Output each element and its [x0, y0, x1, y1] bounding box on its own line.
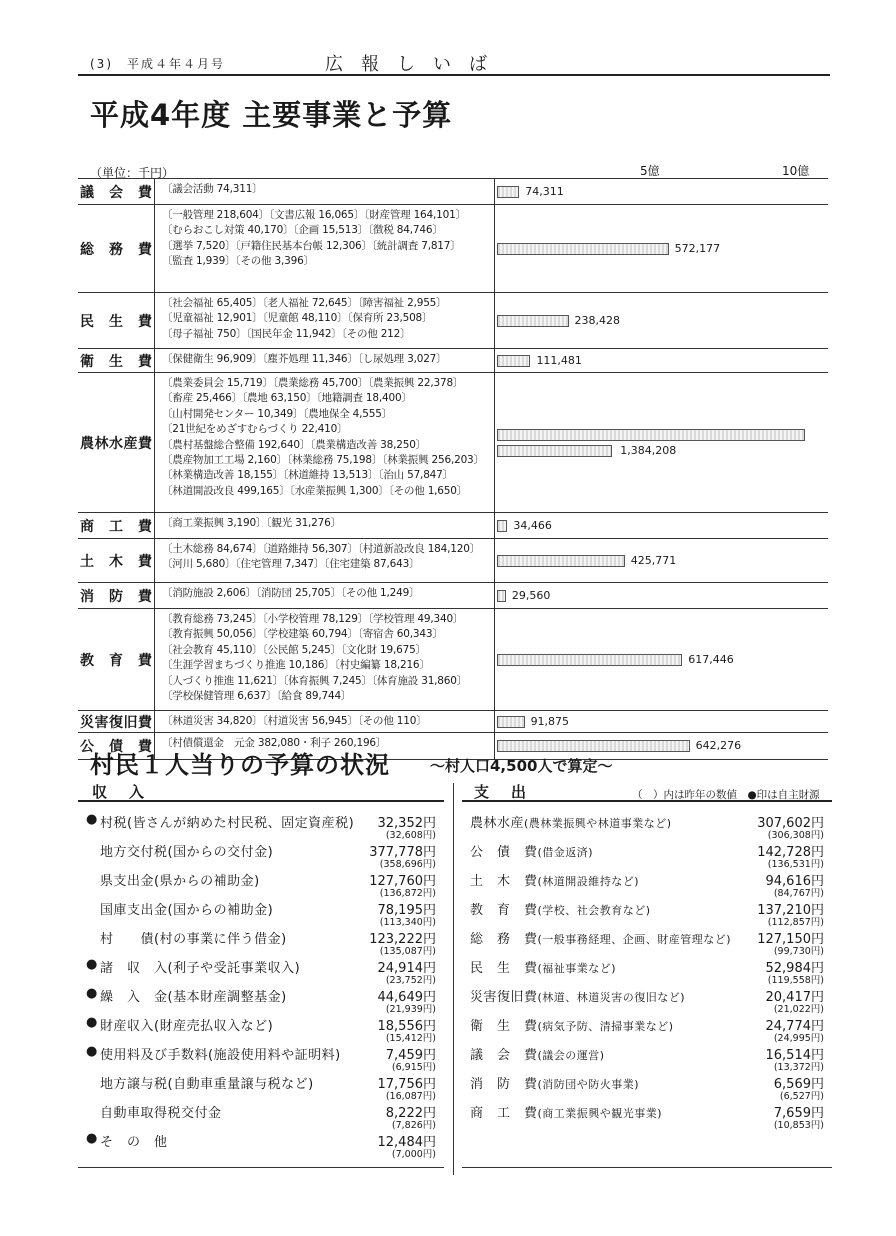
budget-category-label: 公債費	[80, 739, 152, 755]
budget-category-name	[78, 179, 155, 205]
expenditure-item-name	[470, 928, 731, 947]
revenue-item-value: 123,222円	[369, 932, 436, 947]
budget-row	[78, 710, 828, 733]
expenditure-item-value: 127,150円	[757, 932, 824, 947]
revenue-item-name: 自動車取得税交付金	[100, 1106, 222, 1121]
breakdown-line: 〔教育総務 73,245〕〔小学校管理 78,129〕〔学校管理 49,340〕	[162, 613, 464, 625]
expenditure-item-prev-year: (84,767円)	[773, 888, 824, 899]
budget-category-name	[78, 711, 155, 733]
budget-bar-overflow	[497, 445, 612, 457]
expenditure-item-prev-year: (119,558円)	[767, 975, 824, 986]
revenue-item-prev-year: (23,752円)	[385, 975, 436, 986]
breakdown-line: 〔農業委員会 15,719〕〔農業総務 45,700〕〔農業振興 22,378〕	[162, 377, 464, 389]
expenditure-item-desc: (病気予防、清掃事業など)	[537, 1020, 674, 1033]
breakdown-line: 〔土木総務 84,674〕〔道路維持 56,307〕〔村道新設改良 184,120〕	[162, 543, 481, 555]
budget-category-label: 総務費	[80, 242, 152, 258]
expenditure-item-desc: (福祉事業など)	[537, 962, 617, 975]
revenue-item-name: 地方譲与税(自動車重量譲与税など)	[100, 1077, 314, 1092]
revenue-item-value: 78,195円	[377, 903, 436, 918]
budget-bar-cell	[494, 711, 829, 733]
expenditure-item-label: 衛 生 費	[470, 1019, 538, 1034]
revenue-item-value: 17,756円	[377, 1077, 436, 1092]
expenditure-heading: 支出	[474, 783, 549, 801]
revenue-item-prev-year: (15,412円)	[385, 1033, 436, 1044]
budget-bar	[497, 716, 525, 728]
revenue-item-name: 使用料及び手数料(施設使用料や証明料)	[100, 1048, 341, 1063]
header-rule	[78, 74, 830, 76]
budget-category-label: 災害復旧費	[80, 715, 152, 731]
budget-bar	[497, 555, 625, 567]
revenue-item-prev-year: (358,696円)	[379, 859, 436, 870]
budget-category-label: 教育費	[80, 653, 152, 669]
expenditure-item-prev-year: (306,308円)	[767, 830, 824, 841]
own-source-bullet: ●	[86, 986, 98, 1001]
breakdown-line: 〔消防施設 2,606〕〔消防団 25,705〕〔その他 1,249〕	[162, 587, 420, 599]
breakdown-line: 〔生涯学習まちづくり推進 10,186〕〔村史編纂 18,216〕	[162, 659, 430, 672]
breakdown-line: 〔母子福祉 750〕〔国民年金 11,942〕〔その他 212〕	[162, 327, 411, 340]
expenditure-item-value: 142,728円	[757, 845, 824, 860]
budget-row	[78, 608, 828, 711]
expenditure-item-label: 農林水産	[470, 816, 525, 831]
breakdown-line: 〔農村基盤総合整備 192,640〕〔農業構造改善 38,250〕	[162, 438, 426, 451]
revenue-item-prev-year: (32,608円)	[385, 830, 436, 841]
budget-row	[78, 372, 828, 513]
expenditure-item-value: 7,659円	[773, 1106, 824, 1121]
expenditure-item-label: 総 務 費	[470, 932, 538, 947]
expenditure-item-value: 24,774円	[765, 1019, 824, 1034]
budget-bar	[497, 590, 506, 602]
per-capita-title: 村民１人当りの予算の状況	[90, 751, 390, 779]
budget-bar	[497, 429, 805, 441]
budget-breakdown	[162, 586, 482, 601]
newsletter-name: 広報しいば	[325, 54, 505, 75]
expenditure-item-name	[470, 1015, 674, 1034]
expenditure-item-name	[470, 870, 639, 889]
expenditure-item-prev-year: (99,730円)	[773, 946, 824, 957]
revenue-item-name: 村税(皆さんが納めた村民税、固定資産税)	[100, 816, 355, 831]
revenue-item-value: 377,778円	[369, 845, 436, 860]
budget-category-name	[78, 293, 155, 349]
revenue-item-name: 地方交付税(国からの交付金)	[100, 845, 274, 860]
breakdown-line: 〔林道開設改良 499,165〕〔水産業振興 1,300〕〔その他 1,650〕	[162, 484, 468, 497]
budget-bar-cell	[494, 349, 829, 373]
breakdown-line: 〔選挙 7,520〕〔戸籍住民基本台帳 12,306〕〔統計調査 7,817〕	[162, 239, 461, 252]
budget-bar	[497, 315, 569, 327]
breakdown-line: 〔議会活動 74,311〕	[162, 183, 263, 195]
expenditure-item	[470, 1102, 824, 1136]
expenditure-item-value: 94,616円	[765, 874, 824, 889]
budget-bar-cell	[494, 539, 829, 583]
revenue-item-value: 18,556円	[377, 1019, 436, 1034]
budget-bar	[497, 654, 682, 666]
revenue-item-prev-year: (16,087円)	[385, 1091, 436, 1102]
revenue-item-name: 国庫支出金(国からの補助金)	[100, 903, 274, 918]
breakdown-line: 〔学校保健管理 6,637〕〔給食 89,744〕	[162, 690, 352, 703]
expenditure-item-prev-year: (13,372円)	[773, 1062, 824, 1073]
expenditure-item-desc: (一般事務経理、企画、財産管理など)	[537, 933, 732, 946]
expenditure-item-name	[470, 986, 685, 1005]
revenue-item-value: 127,760円	[369, 874, 436, 889]
breakdown-line: 〔林道災害 34,820〕〔村道災害 56,945〕〔その他 110〕	[162, 715, 427, 727]
breakdown-line: 〔教育振興 50,056〕〔学校建築 60,794〕〔寄宿舎 60,343〕	[162, 628, 443, 641]
budget-bar-value: 1,384,208	[620, 444, 677, 457]
unit-label: （単位：千円）	[90, 166, 175, 180]
revenue-item-prev-year: (7,826円)	[391, 1120, 436, 1131]
revenue-item-name: 村 債(村の事業に伴う借金)	[100, 932, 287, 947]
revenue-item-value: 8,222円	[385, 1106, 436, 1121]
budget-bar-value: 34,466	[513, 519, 552, 532]
revenue-item-value: 12,484円	[377, 1135, 436, 1150]
budget-bar-value: 91,875	[530, 715, 570, 728]
budget-breakdown	[162, 542, 482, 573]
budget-breakdown	[162, 208, 482, 270]
own-source-bullet: ●	[86, 957, 98, 972]
budget-bar-value: 74,311	[525, 185, 564, 198]
breakdown-line: 〔21世紀をめざすむらづくり 22,410〕	[162, 423, 348, 436]
expenditure-item-value: 137,210円	[757, 903, 824, 918]
expenditure-item-prev-year: (24,995円)	[773, 1033, 824, 1044]
revenue-item-name: 財産収入(財産売払収入など)	[100, 1019, 274, 1034]
budget-bar-value: 29,560	[511, 589, 551, 602]
expenditure-item-label: 土 木 費	[470, 874, 538, 889]
scale-label-5oku: 5億	[640, 164, 660, 178]
revenue-item-value: 44,649円	[377, 990, 436, 1005]
own-source-bullet: ●	[86, 812, 98, 827]
budget-category-name	[78, 539, 155, 583]
budget-bar-cell	[494, 293, 829, 349]
expenditure-item-name	[470, 1102, 662, 1121]
breakdown-line: 〔社会教育 45,110〕〔公民館 5,245〕〔文化財 19,675〕	[162, 643, 426, 656]
page-title: 平成4年度 主要事業と予算	[90, 98, 453, 132]
budget-category-name	[78, 373, 155, 513]
revenue-item-prev-year: (6,915円)	[391, 1062, 436, 1073]
column-divider	[453, 783, 454, 1175]
breakdown-line: 〔人づくり推進 11,621〕〔体育振興 7,245〕〔体育施設 31,860〕	[162, 674, 468, 687]
budget-row	[78, 512, 828, 539]
revenue-bottom-rule	[78, 1167, 444, 1168]
budget-category-label: 民生費	[80, 314, 152, 330]
revenue-item-prev-year: (113,340円)	[379, 917, 436, 928]
expenditure-item-name	[470, 1073, 639, 1092]
budget-row	[78, 178, 828, 205]
expenditure-item-label: 災害復旧費	[470, 990, 538, 1005]
expenditure-item-name	[470, 1044, 605, 1063]
budget-category-label: 消防費	[80, 589, 152, 605]
expenditure-item-label: 商 工 費	[470, 1106, 538, 1121]
breakdown-line: 〔山村開発センター 10,349〕〔農地保全 4,555〕	[162, 407, 393, 420]
budget-bar-cell	[494, 513, 829, 539]
budget-bar	[497, 520, 507, 532]
budget-bar-cell	[494, 179, 829, 205]
expenditure-item-name	[470, 899, 651, 918]
expenditure-item-label: 民 生 費	[470, 961, 538, 976]
expenditure-item-prev-year: (10,853円)	[773, 1120, 824, 1131]
expenditure-item-prev-year: (6,527円)	[779, 1091, 824, 1102]
expenditure-item-desc: (消防団や防火事業)	[537, 1078, 640, 1091]
budget-category-name	[78, 609, 155, 711]
budget-category-name	[78, 583, 155, 609]
expenditure-item-value: 307,602円	[757, 816, 824, 831]
budget-bar-cell	[494, 373, 829, 513]
budget-bar-cell	[494, 609, 829, 711]
revenue-rule	[78, 800, 444, 802]
expenditure-item-desc: (学校、社会教育など)	[537, 904, 651, 917]
revenue-item-prev-year: (136,872円)	[379, 888, 436, 899]
budget-category-label: 商工費	[80, 519, 152, 535]
budget-breakdown	[162, 516, 482, 531]
own-source-bullet: ●	[86, 1015, 98, 1030]
legend-note: （ ）内は昨年の数値 ●印は自主財源	[632, 789, 820, 801]
breakdown-line: 〔保健衛生 96,909〕〔塵芥処理 11,346〕〔し尿処理 3,027〕	[162, 353, 447, 365]
expenditure-item-prev-year: (21,022円)	[773, 1004, 824, 1015]
revenue-list	[86, 812, 442, 1162]
breakdown-line: 〔村債償還金 元金 382,080・利子 260,196〕	[162, 737, 387, 749]
per-capita-subtitle: ～村人口4,500人で算定～	[430, 757, 613, 775]
revenue-item-prev-year: (7,000円)	[391, 1149, 436, 1160]
budget-row	[78, 582, 828, 609]
issue-label: (3) 平成４年４月号	[90, 57, 225, 71]
expenditure-item-desc: (林道、林道災害の復旧など)	[537, 991, 686, 1004]
breakdown-line: 〔農産物加工工場 2,160〕〔林業総務 75,198〕〔林業振興 256,203〕	[162, 454, 484, 467]
revenue-item-value: 7,459円	[385, 1048, 436, 1063]
budget-bar-value: 111,481	[536, 354, 582, 367]
budget-breakdown	[162, 376, 482, 499]
budget-category-label: 議会費	[80, 185, 152, 201]
revenue-item-value: 32,352円	[377, 816, 436, 831]
own-source-bullet: ●	[86, 1044, 98, 1059]
expenditure-item-name	[470, 812, 672, 831]
revenue-heading: 収入	[92, 783, 167, 801]
budget-category-name	[78, 349, 155, 373]
budget-bar-value: 642,276	[695, 739, 742, 752]
budget-bar-value: 572,177	[674, 242, 721, 255]
breakdown-line: 〔畜産 25,466〕〔農地 63,150〕〔地籍調査 18,400〕	[162, 392, 412, 405]
expenditure-item-desc: (農林業振興や林道事業など)	[524, 817, 672, 830]
breakdown-line: 〔商工業振興 3,190〕〔観光 31,276〕	[162, 517, 341, 529]
expenditure-item-desc: (林道開設維持など)	[537, 875, 640, 888]
revenue-item-name: そ の 他	[100, 1135, 168, 1150]
expenditure-bottom-rule	[462, 1167, 832, 1168]
revenue-item-value: 24,914円	[377, 961, 436, 976]
budget-row	[78, 348, 828, 373]
budget-bar	[497, 243, 669, 255]
expenditure-item-prev-year: (136,531円)	[767, 859, 824, 870]
budget-breakdown	[162, 296, 482, 342]
budget-category-label: 土木費	[80, 554, 152, 570]
budget-bar-value: 617,446	[688, 653, 734, 666]
budget-bar	[497, 740, 690, 752]
breakdown-line: 〔一般管理 218,604〕〔文書広報 16,065〕〔財産管理 164,101〕	[162, 209, 466, 221]
budget-category-name	[78, 205, 155, 293]
expenditure-item-label: 議 会 費	[470, 1048, 538, 1063]
breakdown-line: 〔林業構造改善 18,155〕〔林道維持 13,513〕〔治山 57,847〕	[162, 469, 453, 482]
budget-row	[78, 204, 828, 293]
revenue-item-prev-year: (21,939円)	[385, 1004, 436, 1015]
breakdown-line: 〔河川 5,680〕〔住宅管理 7,347〕〔住宅建築 87,643〕	[162, 558, 420, 571]
budget-row	[78, 538, 828, 583]
expenditure-list	[470, 812, 826, 1162]
expenditure-item-prev-year: (112,857円)	[767, 917, 824, 928]
revenue-item-name: 諸 収 入(利子や受託事業収入)	[100, 961, 301, 976]
revenue-item	[86, 1131, 436, 1165]
expenditure-item-value: 20,417円	[765, 990, 824, 1005]
budget-category-name	[78, 513, 155, 539]
breakdown-line: 〔むらおこし対策 40,170〕〔企画 15,513〕〔徴税 84,746〕	[162, 224, 443, 237]
budget-bar-value: 425,771	[630, 554, 677, 567]
budget-breakdown	[162, 182, 482, 197]
expenditure-item-value: 6,569円	[773, 1077, 824, 1092]
breakdown-line: 〔社会福祉 65,405〕〔老人福祉 72,645〕〔障害福祉 2,955〕	[162, 297, 447, 309]
budget-breakdown	[162, 714, 482, 729]
expenditure-item-desc: (借金返済)	[537, 846, 594, 859]
budget-bar-value: 238,428	[574, 314, 621, 327]
expenditure-item-value: 16,514円	[765, 1048, 824, 1063]
budget-bar	[497, 186, 519, 198]
revenue-item-prev-year: (135,087円)	[379, 946, 436, 957]
revenue-item-name: 繰 入 金(基本財産調整基金)	[100, 990, 287, 1005]
budget-category-label: 農林水産費	[80, 436, 152, 452]
breakdown-line: 〔監査 1,939〕〔その他 3,396〕	[162, 255, 314, 268]
budget-bar	[497, 355, 530, 367]
budget-breakdown	[162, 612, 482, 704]
expenditure-item-name	[470, 957, 616, 976]
revenue-item-name: 県支出金(県からの補助金)	[100, 874, 260, 889]
expenditure-item-value: 52,984円	[765, 961, 824, 976]
expenditure-item-desc: (議会の運営)	[537, 1049, 605, 1062]
budget-category-label: 衛生費	[80, 354, 152, 370]
expenditure-item-label: 教 育 費	[470, 903, 538, 918]
expenditure-item-desc: (商工業振興や観光事業)	[537, 1107, 663, 1120]
budget-bar-cell	[494, 583, 829, 609]
budget-row	[78, 292, 828, 349]
budget-breakdown	[162, 352, 482, 367]
own-source-bullet: ●	[86, 1131, 98, 1146]
budget-bar-cell	[494, 205, 829, 293]
expenditure-item-label: 消 防 費	[470, 1077, 538, 1092]
breakdown-line: 〔児童福祉 12,901〕〔児童館 48,110〕〔保育所 23,508〕	[162, 312, 433, 325]
expenditure-item-name	[470, 841, 593, 860]
scale-label-10oku: 10億	[782, 164, 810, 178]
expenditure-rule	[462, 800, 832, 802]
expenditure-item-label: 公 債 費	[470, 845, 538, 860]
